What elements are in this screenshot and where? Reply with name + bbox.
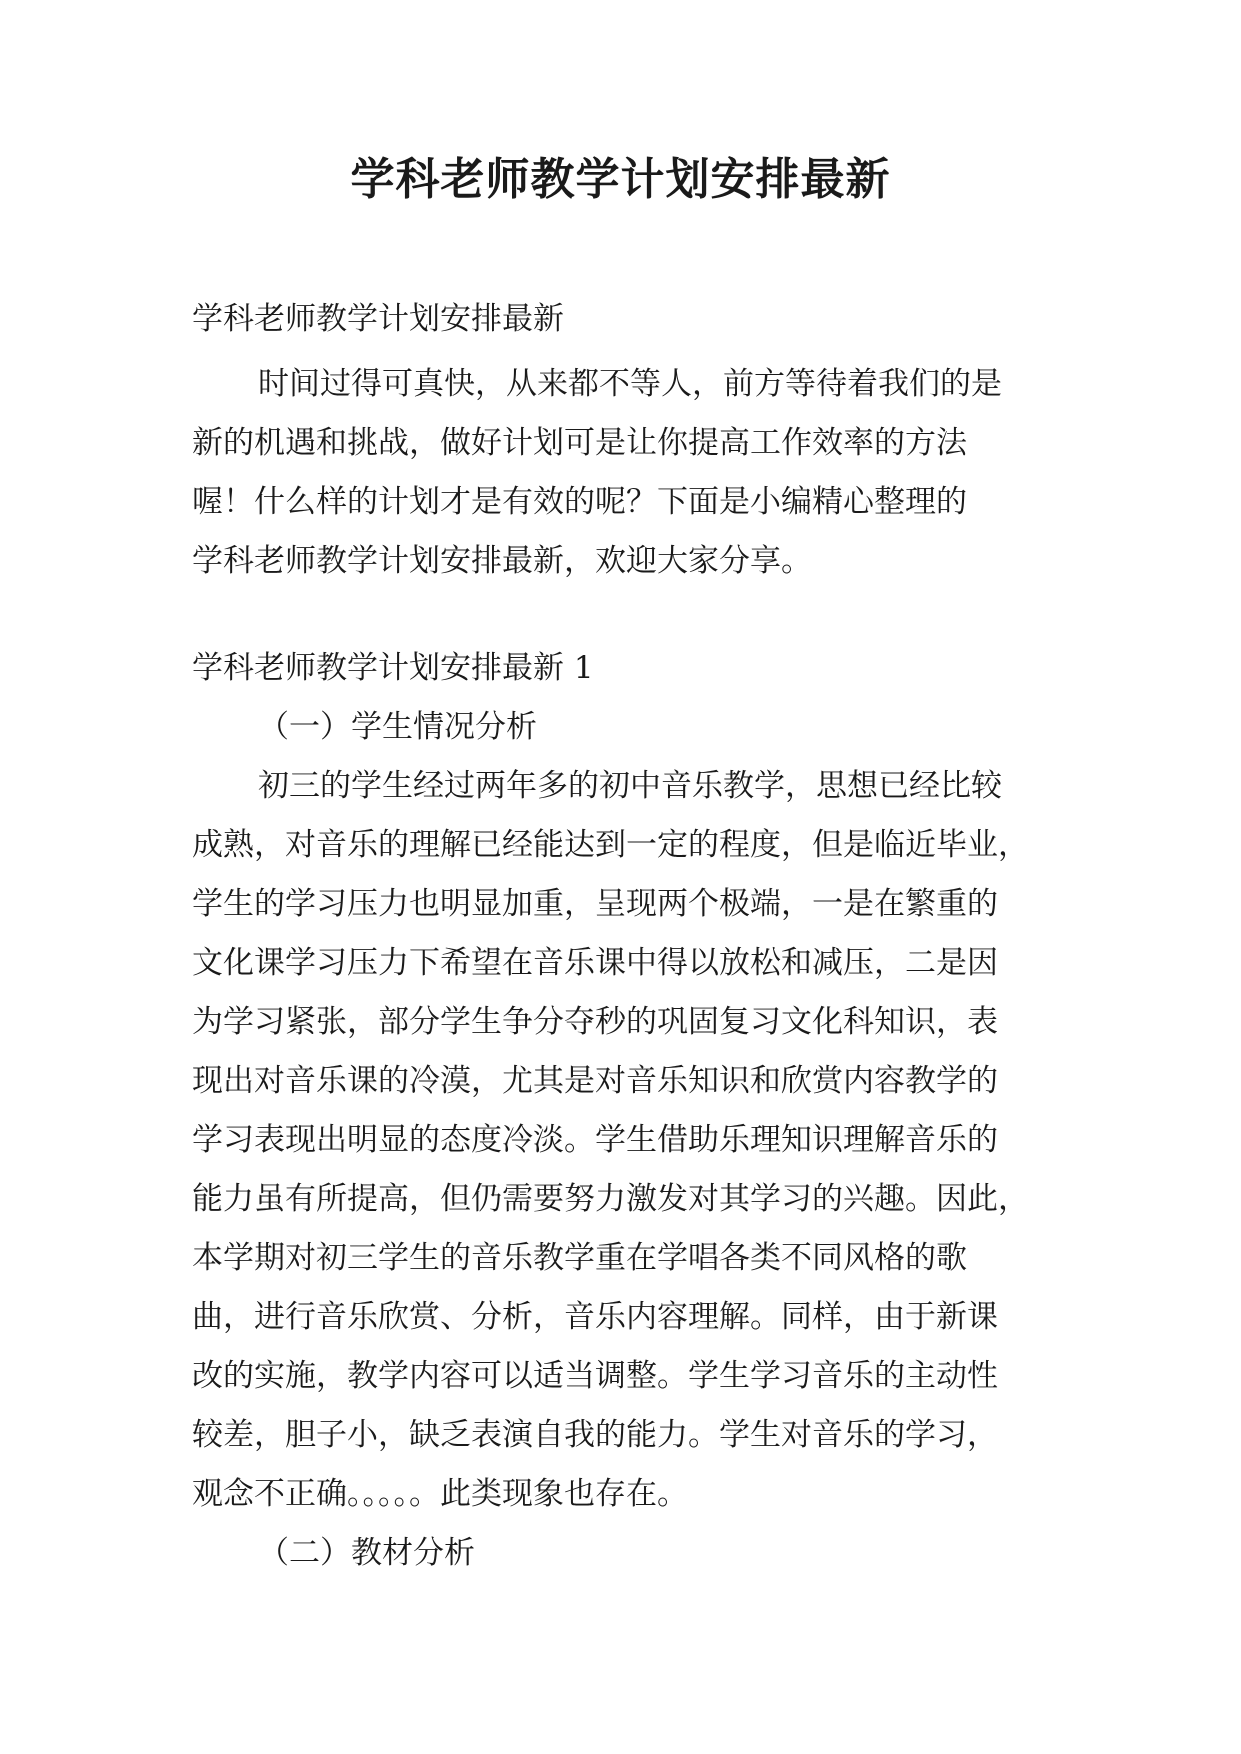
- intro-line-3: 喔！什么样的计划才是有效的呢？下面是小编精心整理的: [192, 484, 967, 520]
- body-line-2: 成熟，对音乐的理解已经能达到一定的程度，但是临近毕业，: [192, 827, 1029, 863]
- body-line-6: 现出对音乐课的冷漠，尤其是对音乐知识和欣赏内容教学的: [192, 1063, 998, 1099]
- subsection-heading-2: （二）教材分析: [258, 1535, 475, 1571]
- body-line-5: 为学习紧张，部分学生争分夺秒的巩固复习文化科知识，表: [192, 1004, 998, 1040]
- subsection-heading-1: （一）学生情况分析: [258, 709, 537, 745]
- body-line-12: 较差，胆子小，缺乏表演自我的能力。学生对音乐的学习，: [192, 1417, 998, 1453]
- body-line-4: 文化课学习压力下希望在音乐课中得以放松和减压，二是因: [192, 945, 998, 981]
- body-line-13: 观念不正确。。。。。此类现象也存在。: [192, 1476, 688, 1512]
- subtitle-line: 学科老师教学计划安排最新: [192, 301, 564, 337]
- body-line-9: 本学期对初三学生的音乐教学重在学唱各类不同风格的歌: [192, 1240, 967, 1276]
- body-line-11: 改的实施，教学内容可以适当调整。学生学习音乐的主动性: [192, 1358, 998, 1394]
- body-line-7: 学习表现出明显的态度冷淡。学生借助乐理知识理解音乐的: [192, 1122, 998, 1158]
- body-line-1: 初三的学生经过两年多的初中音乐教学，思想已经比较: [258, 768, 1002, 804]
- body-line-10: 曲，进行音乐欣赏、分析，音乐内容理解。同样，由于新课: [192, 1299, 998, 1335]
- document-title: 学科老师教学计划安排最新: [350, 154, 891, 205]
- intro-line-4: 学科老师教学计划安排最新，欢迎大家分享。: [192, 543, 812, 579]
- section-heading: 学科老师教学计划安排最新 1: [192, 650, 594, 686]
- intro-line-2: 新的机遇和挑战，做好计划可是让你提高工作效率的方法: [192, 425, 967, 461]
- body-line-3: 学生的学习压力也明显加重，呈现两个极端，一是在繁重的: [192, 886, 998, 922]
- intro-line-1: 时间过得可真快，从来都不等人，前方等待着我们的是: [258, 366, 1002, 402]
- body-line-8: 能力虽有所提高，但仍需要努力激发对其学习的兴趣。因此，: [192, 1181, 1029, 1217]
